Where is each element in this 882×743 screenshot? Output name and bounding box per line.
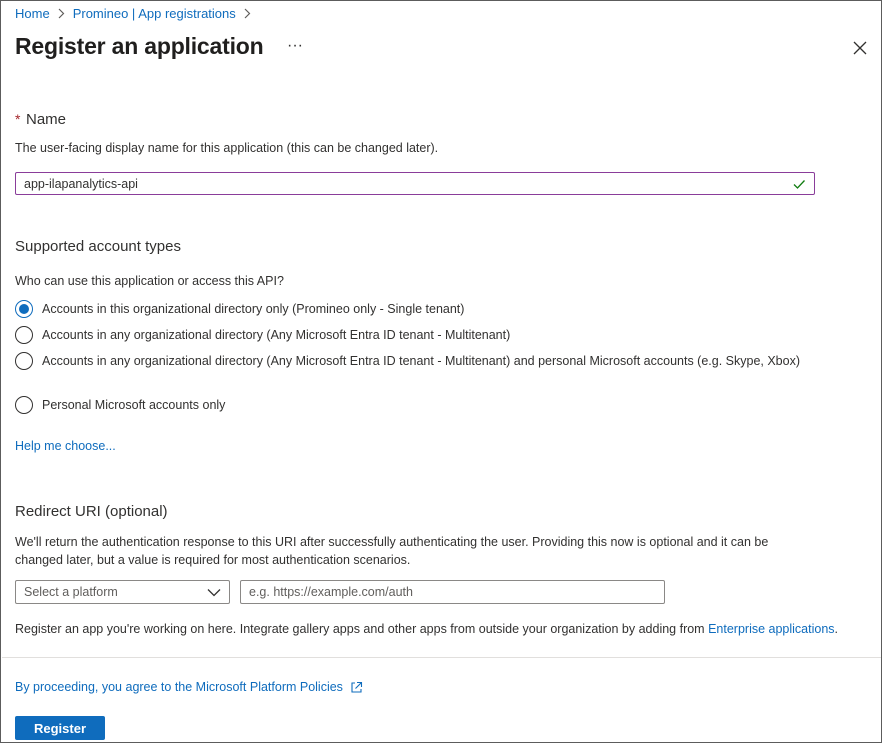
radio-button[interactable] bbox=[15, 352, 33, 370]
chevron-right-icon bbox=[58, 8, 65, 19]
register-note-end: . bbox=[834, 622, 839, 636]
help-me-choose-link[interactable]: Help me choose... bbox=[15, 439, 116, 453]
close-icon[interactable] bbox=[851, 39, 869, 57]
register-button[interactable]: Register bbox=[15, 716, 105, 740]
enterprise-applications-link[interactable]: Enterprise applications bbox=[708, 622, 835, 636]
radio-button[interactable] bbox=[15, 396, 33, 414]
external-link-icon bbox=[343, 681, 363, 694]
breadcrumb-app-registrations-link[interactable]: Promineo | App registrations bbox=[72, 6, 236, 21]
radio-button-selected[interactable] bbox=[15, 300, 33, 318]
name-input[interactable] bbox=[15, 172, 815, 195]
more-options-button[interactable]: ··· bbox=[287, 37, 303, 54]
account-types-question: Who can use this application or access this API? bbox=[15, 274, 284, 288]
radio-multitenant[interactable] bbox=[15, 326, 802, 344]
chevron-right-icon bbox=[244, 8, 251, 19]
platform-policies-text: By proceeding, you agree to the Microsoft Platform Policies bbox=[15, 680, 343, 694]
redirect-uri-input[interactable] bbox=[240, 580, 665, 604]
redirect-uri-description: We'll return the authentication response to this URI after successfully authenticating the user. Providing this now is optional and it can be changed later, but a value is required for most authentication scenarios. bbox=[15, 535, 769, 567]
checkmark-icon bbox=[792, 177, 806, 191]
platform-policies-link[interactable] bbox=[15, 680, 363, 694]
radio-button[interactable] bbox=[15, 326, 33, 344]
radio-label: Accounts in any organizational directory (Any Microsoft Entra ID tenant - Multitenant) bbox=[42, 328, 511, 342]
required-marker: * bbox=[15, 111, 21, 127]
name-description: The user-facing display name for this application (this can be changed later). bbox=[15, 141, 439, 155]
register-note bbox=[15, 622, 877, 636]
account-types-heading: Supported account types bbox=[15, 238, 181, 255]
breadcrumb-home-link[interactable]: Home bbox=[15, 6, 50, 21]
radio-single-tenant[interactable] bbox=[15, 300, 802, 318]
name-input-value: app-ilapanalytics-api bbox=[24, 176, 138, 191]
platform-select-placeholder: Select a platform bbox=[24, 585, 118, 599]
breadcrumb bbox=[15, 6, 259, 21]
footer-divider bbox=[2, 657, 881, 658]
page-title: Register an application bbox=[15, 33, 264, 59]
radio-label: Personal Microsoft accounts only bbox=[42, 398, 226, 412]
chevron-down-icon bbox=[207, 588, 221, 597]
radio-personal-only[interactable] bbox=[15, 396, 802, 414]
platform-select[interactable] bbox=[15, 580, 230, 604]
radio-multitenant-personal[interactable] bbox=[15, 352, 802, 370]
radio-label: Accounts in any organizational directory (Any Microsoft Entra ID tenant - Multitenant) and personal Microsoft accounts (e.g. Skype, Xbox) bbox=[42, 354, 800, 368]
redirect-uri-heading: Redirect URI (optional) bbox=[15, 503, 168, 520]
name-label: Name bbox=[26, 111, 67, 128]
radio-label: Accounts in this organizational directory only (Promineo only - Single tenant) bbox=[42, 302, 465, 316]
register-note-text: Register an app you're working on here. Integrate gallery apps and other apps from outside your organization by adding from bbox=[15, 622, 709, 636]
